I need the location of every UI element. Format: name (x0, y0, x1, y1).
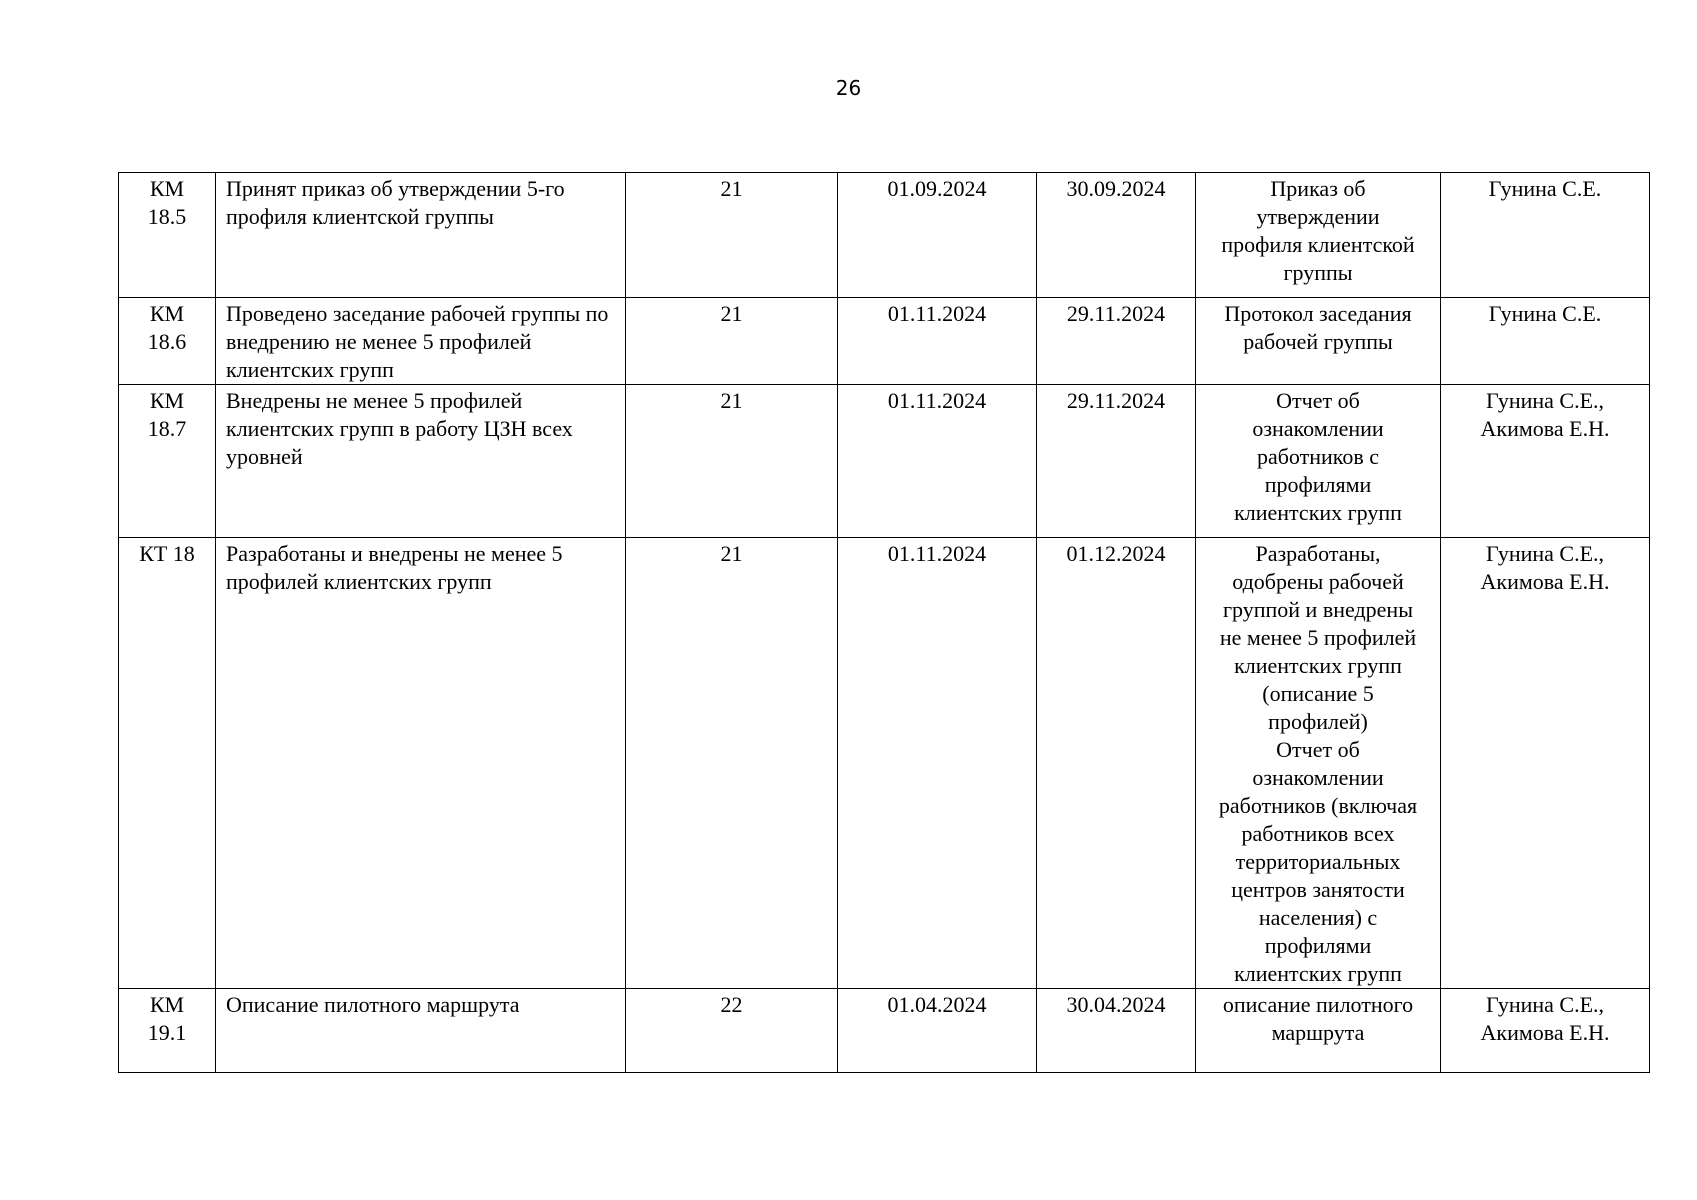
row-responsible: Гунина С.Е., Акимова Е.Н. (1441, 989, 1650, 1073)
row-description: Принят приказ об утверждении 5-го профиля клиентской группы (216, 173, 626, 298)
row-end-date: 29.11.2024 (1037, 298, 1196, 385)
page-number: 26 (835, 76, 862, 100)
row-responsible: Гунина С.Е. (1441, 173, 1650, 298)
table-row (119, 385, 1650, 538)
table-row (119, 989, 1650, 1073)
row-description: Внедрены не менее 5 профилей клиентских групп в работу ЦЗН всех уровней (216, 385, 626, 538)
row-code: КТ 18 (119, 538, 216, 989)
row-start-date: 01.11.2024 (838, 538, 1037, 989)
row-description: Описание пилотного маршрута (216, 989, 626, 1073)
row-responsible: Гунина С.Е., Акимова Е.Н. (1441, 385, 1650, 538)
row-end-date: 30.04.2024 (1037, 989, 1196, 1073)
row-number: 21 (626, 385, 838, 538)
row-result: описание пилотного маршрута (1196, 989, 1441, 1073)
row-code: КМ 18.5 (119, 173, 216, 298)
table-row (119, 298, 1650, 385)
row-start-date: 01.09.2024 (838, 173, 1037, 298)
row-description: Проведено заседание рабочей группы по внедрению не менее 5 профилей клиентских групп (216, 298, 626, 385)
row-responsible: Гунина С.Е., Акимова Е.Н. (1441, 538, 1650, 989)
row-code: КМ 18.7 (119, 385, 216, 538)
row-start-date: 01.04.2024 (838, 989, 1037, 1073)
row-number: 21 (626, 173, 838, 298)
row-code: КМ 18.6 (119, 298, 216, 385)
table-row (119, 538, 1650, 989)
row-description: Разработаны и внедрены не менее 5 профилей клиентских групп (216, 538, 626, 989)
row-end-date: 01.12.2024 (1037, 538, 1196, 989)
row-result: Приказ об утверждении профиля клиентской группы (1196, 173, 1441, 298)
table-row (119, 173, 1650, 298)
row-number: 21 (626, 298, 838, 385)
row-end-date: 29.11.2024 (1037, 385, 1196, 538)
row-number: 21 (626, 538, 838, 989)
row-start-date: 01.11.2024 (838, 385, 1037, 538)
row-end-date: 30.09.2024 (1037, 173, 1196, 298)
row-result: Протокол заседания рабочей группы (1196, 298, 1441, 385)
row-result: Отчет об ознакомлении работников с профилями клиентских групп (1196, 385, 1441, 538)
row-number: 22 (626, 989, 838, 1073)
row-result: Разработаны, одобрены рабочей группой и внедрены не менее 5 профилей клиентских групп (описание 5 профилей) Отчет об ознакомлении работников (включая работников всех территориальных центров занятости населения) с профилями клиентских групп (1196, 538, 1441, 989)
row-start-date: 01.11.2024 (838, 298, 1037, 385)
row-code: КМ 19.1 (119, 989, 216, 1073)
plan-table (118, 172, 1650, 1073)
row-responsible: Гунина С.Е. (1441, 298, 1650, 385)
